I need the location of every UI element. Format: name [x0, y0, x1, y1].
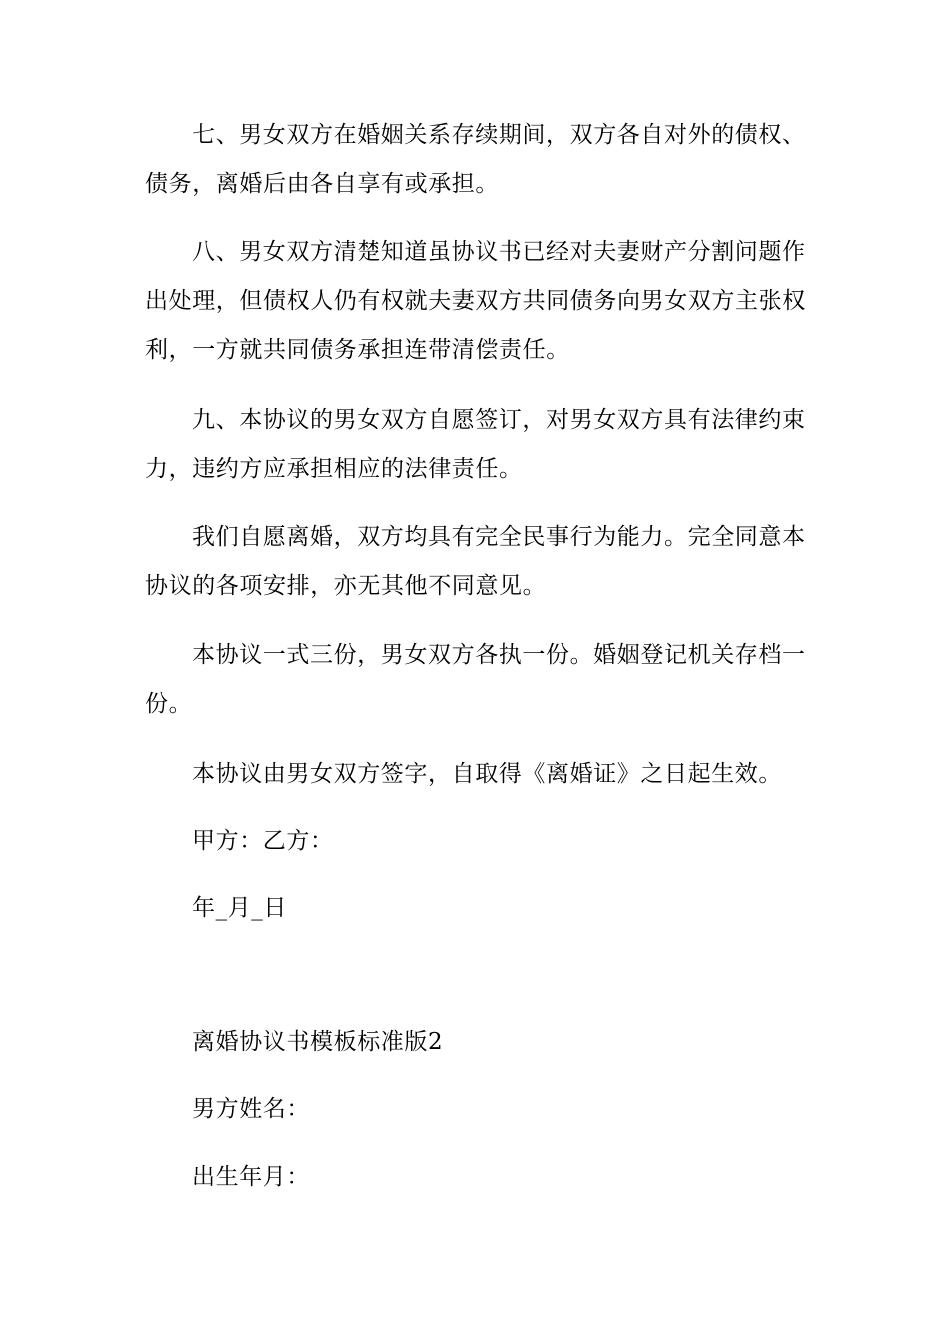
clause-eight-paragraph: 八、男女双方清楚知道虽协议书已经对夫妻财产分割问题作出处理，但债权人仍有权就夫妻双方共同债务向男女双方主张权利，一方就共同债务承担连带清偿责任。 — [145, 239, 806, 363]
voluntary-divorce-paragraph: 我们自愿离婚，双方均具有完全民事行为能力。完全同意本协议的各项安排，亦无其他不同意见。 — [145, 524, 806, 599]
effective-clause: 本协议由男女双方签字，自取得《离婚证》之日起生效。 — [192, 761, 782, 787]
copies-paragraph: 本协议一式三份，男女双方各执一份。婚姻登记机关存档一份。 — [145, 642, 806, 717]
clause-nine-paragraph: 九、本协议的男女双方自愿签订，对男女双方具有法律约束力，违约方应承担相应的法律责任。 — [145, 407, 806, 482]
signature-line: 甲方：乙方： — [192, 828, 334, 854]
section-title: 离婚协议书模板标准版2 — [192, 1029, 444, 1055]
clause-seven-paragraph: 七、男女双方在婚姻关系存续期间，双方各自对外的债权、债务，离婚后由各自享有或承担。 — [145, 122, 806, 197]
date-line: 年_月_日 — [192, 895, 287, 921]
birth-date-field: 出生年月： — [192, 1164, 310, 1190]
male-name-field: 男方姓名： — [192, 1096, 310, 1122]
